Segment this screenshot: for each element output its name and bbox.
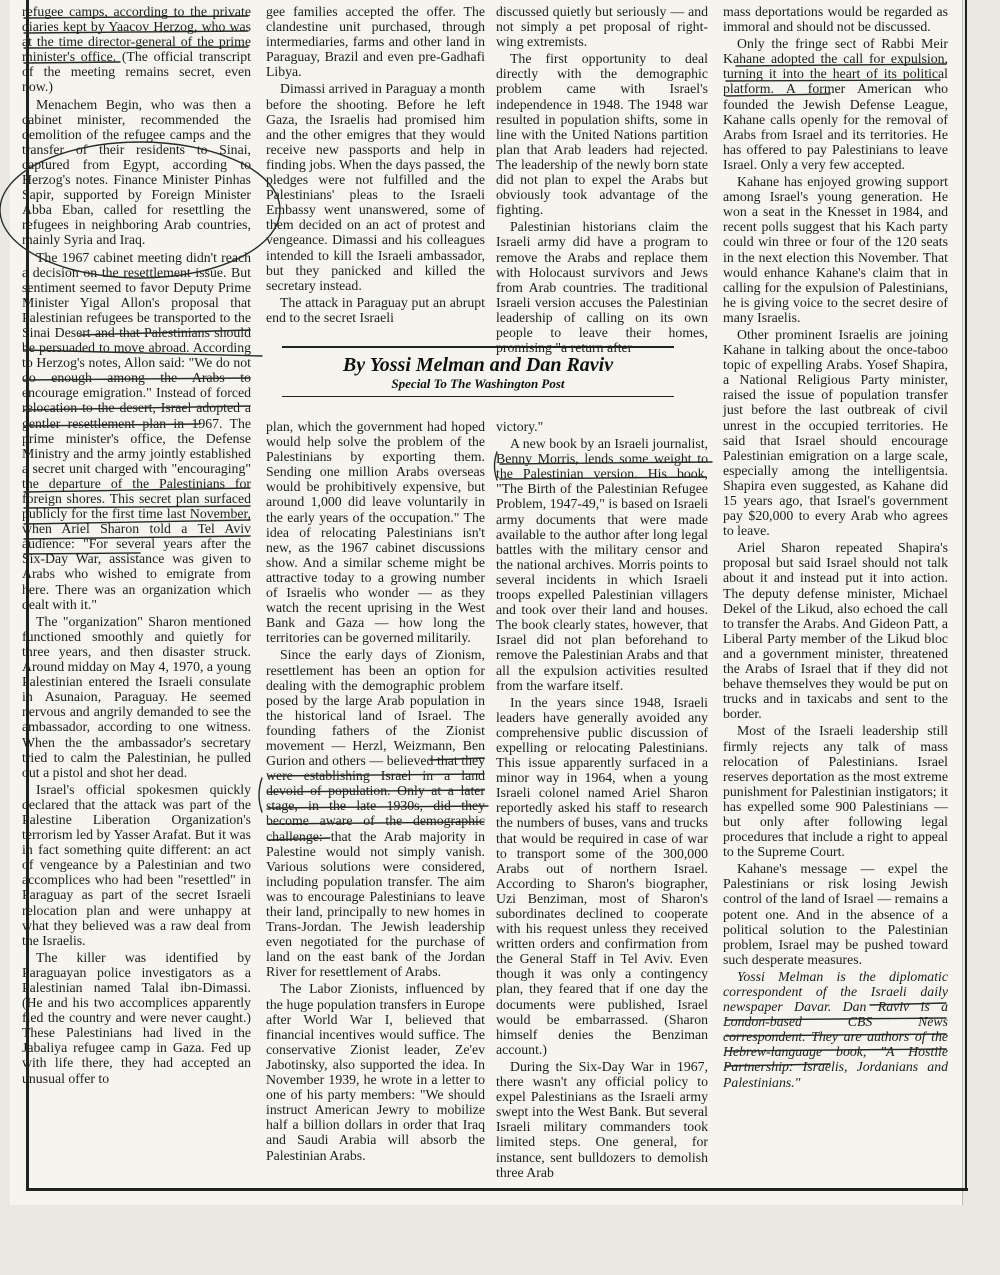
paragraph: discussed quietly but seriously — and not simply a pet proposal of right-wing extremists. — [496, 4, 708, 50]
paragraph: Kahane has enjoyed growing support among Israel's young generation. He won a seat in the Knesset in 1984, and recent polls suggest that his Kach party could win three or four of the 120 seats in the next election this November. That would enhance Kahane's claim that in calling for the expulsion of Palestinians, he is giving voice to the secret desire of many Israelis. — [723, 174, 948, 325]
paragraph: Menachem Begin, who was then a cabinet minister, recommended the demolition of the refugee camps and the transfer of their residents to Sinai, captured from Egypt, according to Herzog's notes. Finance Minister Pinhas Sapir, supported by Foreign Minister Abba Eban, called for resettling the refugees in neighboring Arab countries, mainly Syria and Iraq. — [22, 96, 251, 248]
frame-border-right — [965, 0, 967, 1190]
paragraph: The attack in Paraguay put an abrupt end to the secret Israeli — [266, 294, 485, 325]
paragraph: Dimassi arrived in Paraguay a month before the shooting. Before he left Gaza, the Israelis had promised him and the other emigres that they would receive new passports and help in finding jobs. When the days passed, the pledges were not fulfilled and the Palestinians' pleas to the Israeli Embassy went unanswered, some of them decided on an act of protest and vengeance. Dimassi and his colleagues intended to kill the Israeli ambassador, but they panicked and killed the secretary instead. — [266, 81, 485, 293]
byline-box — [282, 346, 674, 397]
paragraph: Since the early days of Zionism, resettlement has been an option for dealing with the demographic problem posed by the large Arab population in the historical land of Israel. The founding fathers of the Zionist movement — Herzl, Weizmann, Ben Gurion and others — believed that they were establishing Israel in a land devoid of population. Only at a later stage, in the late 1930s, did they become aware of the demographic challenge: that the Arab majority in Palestine would not simply vanish. Various solutions were considered, including population transfer. The aim was to encourage Palestinians to leave their land, principally to new homes in Trans-Jordan. The Jewish leadership even negotiated for the purchase of land on the east bank of the Jordan River for resettlement of Arabs. — [266, 647, 485, 980]
article-column-2-top — [266, 4, 485, 332]
article-column-3-bottom — [496, 419, 708, 1185]
paragraph: The killer was identified by Paraguayan police investigators as a Palestinian named Talal ibn-Dimassi. (He and his two accomplices apparently fled the country and were never caught.) These Palestinians had lived in the Jabaliya refugee camp in Gaza. Fed up with life there, they had accepted an unusual offer to — [22, 949, 251, 1086]
paragraph: The 1967 cabinet meeting didn't reach a decision on the resettlement issue. But sentiment seemed to favor Deputy Prime Minister Yigal Allon's proposal that Palestinian refugees be transported to the Sinai Desert and that Palestinians should be persuaded to move abroad. According to Herzog's notes, Allon said: "We do not do enough among the Arabs to encourage emigration." Instead of forced relocation to the desert, Israel adopted a gentler resettlement plan in 1967. The prime minister's office, the Defense Ministry and the army jointly established a secret unit charged with "encouraging" the departure of the Palestinians for foreign shores. This secret plan surfaced publicly for the first time last November, when Ariel Sharon told a Tel Aviv audience: "For several years after the Six-Day War, assistance was given to Arabs who wished to emigrate from here. There was an organization which dealt with it." — [22, 249, 251, 612]
paragraph: Most of the Israeli leadership still firmly rejects any talk of mass relocation of Palestinians. Israel reserves deportation as the most extreme punishment for Palestinian instigators; it has expelled some 900 Palestinians — but only after following legal procedures that include a right to appeal to the Supreme Court. — [723, 723, 948, 860]
paragraph: The "organization" Sharon mentioned functioned smoothly and quietly for three years, and then disaster struck. Around midday on May 4, 1970, a young Palestinian entered the Israeli consulate in Asunaion, Paraguay. He seemed nervous and angrily demanded to see the ambassador, according to one witness. When the the ambassador's secretary tried to calm the Palestinian, he pulled out a pistol and shot her dead. — [22, 613, 251, 780]
paragraph: victory." — [496, 419, 544, 434]
article-column-4 — [723, 4, 948, 1184]
article-column-2-bottom — [266, 419, 485, 1185]
frame-border-bottom — [26, 1188, 968, 1191]
paragraph: Kahane's message — expel the Palestinians or risk losing Jewish control of the land of Israel — remains a potent one. And in the absence of a political solution to the Palestinian problem, Israel may be pushed toward such desperate measures. — [723, 861, 948, 967]
byline-authors: By Yossi Melman and Dan Raviv — [342, 354, 614, 376]
paragraph: gee families accepted the offer. The clandestine unit purchased, through intermediaries, farms and other land in Paraguay, Brazil and even pre-Gadhafi Libya. — [266, 4, 485, 80]
paragraph: mass deportations would be regarded as immoral and should not be discussed. — [723, 4, 948, 35]
paragraph: plan, which the government had hoped would help solve the problem of the Palestinians by exporting them. Sending one million Arabs overseas would be prohibitively expensive, but around 1,000 did leave voluntarily in the early years of the occupation." The idea of relocating Palestinians isn't new, as the 1967 cabinet discussions show. And a similar scheme might be attractive today to a growing number of Israelis who wonder — as they watch the recent uprising in the West Bank and Gaza — how long the territories can be governed militarily. — [266, 419, 485, 646]
paragraph: Ariel Sharon repeated Shapira's proposal but said Israel should not talk about it and instead put it into action. The deputy defense minister, Michael Dekel of the Likud, also echoed the call to transfer the Arabs. And Gideon Patt, a Liberal Party member of the Likud bloc and a government minister, threatened the Arabs of Israel that if they did not behave themselves they would be put on trucks and in taxicabs and sent to the border. — [723, 540, 948, 722]
paragraph: Only the fringe sect of Rabbi Meir Kahane adopted the call for expulsion, turning it into the heart of its political platform. A former American who founded the Jewish Defense League, Kahane calls openly for the removal of Arabs from Israel and its territories. He has offered to pay Palestinians to leave Israel. Only a very few accepted. — [723, 36, 948, 172]
paragraph: In the years since 1948, Israeli leaders have generally avoided any comprehensive public discussion of expelling or relocating Palestinians. This issue apparently surfaced in a minor way in 1964, when a young Israeli colonel named Ariel Sharon reportedly asked his staff to research the numbers of buses, vans and trucks that would be required in case of war to transport some of the 300,000 Arabs out of northern Israel. According to Sharon's biographer, Uzi Benziman, most of Sharon's subordinates declined to cooperate with his request unless they received written orders and confirmation from the General Staff in Tel Aviv. Even though it was only a contingency plan, they feared that if one day the documents were published, Israel would be embarrassed. (Sharon himself denies the Benziman account.) — [496, 694, 708, 1057]
article-column-1 — [22, 4, 251, 1184]
byline-credit: Special To The Washington Post — [391, 376, 565, 391]
paragraph: During the Six-Day War in 1967, there wasn't any official policy to expel Palestinians as the Israeli army swept into the West Bank. But several Israeli military commanders took limited steps. One general, for instance, sent bulldozers to demolish three Arab — [496, 1058, 708, 1180]
paragraph: A new book by an Israeli journalist, Benny Morris, lends some weight to the Palestinian version. His book, "The Birth of the Palestinian Refugee Problem, 1947-49," is based on Israeli army documents that were made available to the author after long legal battles with the military censor and the national archives. Morris points to several incidents in which Israeli troops expelled Palestinian villagers and took over their land and houses. The book clearly states, however, that Israel did not plan beforehand to remove the Palestinian Arabs and that all the expulsion activities resulted from the warfare itself. — [496, 436, 708, 693]
paragraph: Palestinian historians claim the Israeli army did have a program to remove the Arabs and replace them with Holocaust survivors and Jews from Arab countries. The traditional Israeli version accuses the Palestinian leadership of calling on its own people to leave their homes, promising "a return after — [496, 219, 708, 356]
paragraph: Other prominent Israelis are joining Kahane in talking about the once-taboo topic of expelling Arabs. Yosef Shapira, a National Religious Party minister, raised the issue of population transfer just before the last outbreak of civil unrest in the occupied territories. He said that Israel should encourage Palestinian emigration on a large scale, especially among the intelligentsia. Shapira even suggested, as Kahane did 15 years ago, that Israel's government pay $20,000 to every Arab who agrees to leave. — [723, 326, 948, 539]
paragraph: Israel's official spokesmen quickly declared that the attack was part of the Palestine Liberation Organization's terrorism led by Yasser Arafat. But it was in fact something quite different: an act of vengeance by a Palestinian and two accomplices who had been "resettled" in Paraguay as part of the secret Israeli relocation plan and were unhappy at what they believed was a raw deal from the Israelis. — [22, 781, 251, 948]
author-signoff: Yossi Melman is the diplomatic correspondent of the Israeli daily newspaper Davar. Dan Raviv is a London-based CBS News correspondent. They are authors of the Hebrew-language book, "A Hostile Partnership: Israelis, Jordanians and Palestinians." — [723, 968, 948, 1090]
paragraph: refugee camps, according to the private diaries kept by Yaacov Herzog, who was at the time director-general of the prime minister's office. (The official transcript of the meeting remains secret, even now.) — [22, 4, 251, 95]
paragraph: The Labor Zionists, influenced by the huge population transfers in Europe after World War I, believed that financial incentives would suffice. The conservative Zionist leader, Ze'ev Jabotinsky, also supported the idea. In November 1939, he wrote in a letter to one of his party members: "We should instruct American Jewry to mobilize half a billion dollars in order that Iraq and Saudi Arabia will absorb the Palestinian Arabs. — [266, 981, 485, 1163]
article-column-3-top — [496, 4, 708, 356]
paragraph: The first opportunity to deal directly with the demographic problem came with Israel's independence in 1948. The 1948 war resulted in population shifts, some in line with the United Nations partition plan that Arab leaders had rejected. The leadership of the newly born state did not plan to expel the Arabs but obviously took advantage of the fighting. — [496, 51, 708, 218]
